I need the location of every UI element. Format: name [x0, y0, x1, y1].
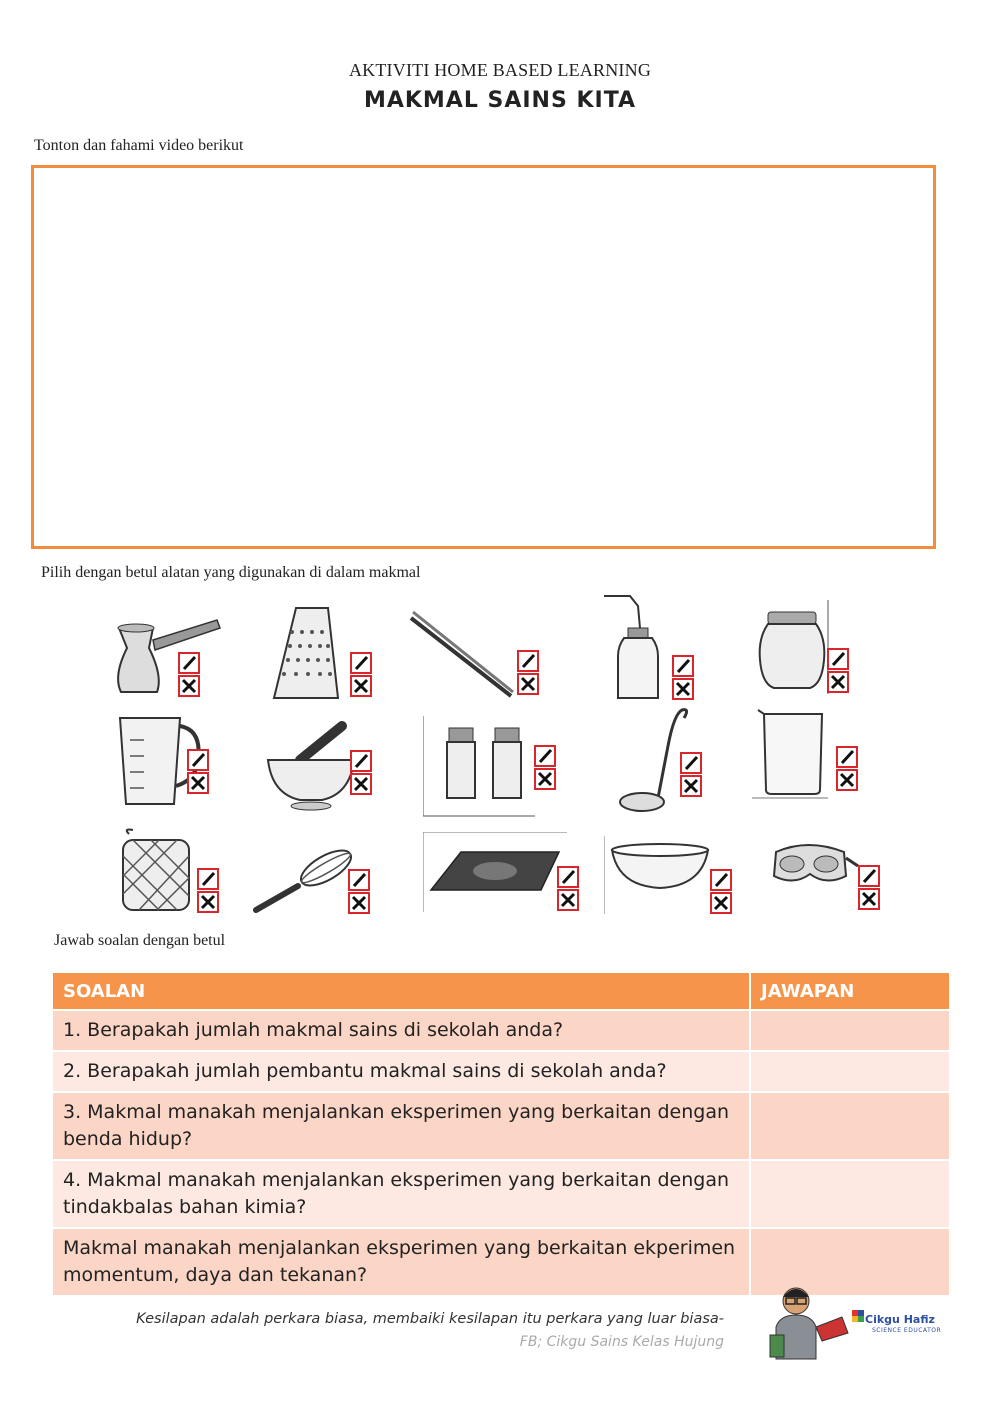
answer-cell[interactable]: [750, 1051, 949, 1092]
answer-column-header: JAWAPAN: [750, 973, 949, 1010]
tick-choice-1[interactable]: [178, 652, 200, 674]
table-row: [53, 1051, 949, 1092]
question-column-header: SOALAN: [53, 973, 750, 1010]
cross-choice-9[interactable]: [680, 775, 702, 797]
cross-choice-11[interactable]: [197, 891, 219, 913]
brand-logo-icon: [852, 1308, 866, 1336]
cross-choice-15[interactable]: [858, 888, 880, 910]
cross-choice-6[interactable]: [187, 772, 209, 794]
tick-choice-13[interactable]: [557, 866, 579, 888]
cheese-grater-icon: [268, 598, 418, 706]
cross-choice-2[interactable]: [350, 675, 372, 697]
safety-goggles-icon: [768, 832, 918, 902]
answer-cell[interactable]: [750, 1160, 949, 1228]
whisk-icon: [250, 842, 400, 922]
tick-choice-15[interactable]: [858, 865, 880, 887]
answer-cell[interactable]: [750, 1010, 949, 1051]
brand-name: Cikgu Hafiz: [865, 1313, 935, 1326]
item-oven-mitt: [115, 828, 265, 936]
question-cell: 3. Makmal manakah menjalankan eksperimen yang berkaitan dengan benda hidup?: [53, 1092, 750, 1160]
item-wire-gauze: [423, 832, 573, 940]
brand-subtitle: SCIENCE EDUCATOR: [872, 1327, 942, 1334]
table-row: [53, 1010, 949, 1051]
tick-choice-5[interactable]: [827, 648, 849, 670]
qa-table: [53, 973, 949, 1295]
cross-choice-5[interactable]: [827, 671, 849, 693]
teacher-avatar-icon: [766, 1283, 852, 1361]
worksheet-subtitle: AKTIVITI HOME BASED LEARNING: [348, 60, 652, 80]
cross-choice-13[interactable]: [557, 889, 579, 911]
wire-gauze-icon: [423, 832, 573, 916]
item-cheese-grater: [268, 598, 418, 706]
tick-choice-4[interactable]: [672, 655, 694, 677]
footer-credit: FB; Cikgu Sains Kelas Hujung: [519, 1334, 724, 1350]
tick-choice-3[interactable]: [517, 650, 539, 672]
footer-quote: Kesilapan adalah perkara biasa, membaiki kesilapan itu perkara yang luar biasa-: [136, 1311, 724, 1327]
tick-choice-11[interactable]: [197, 868, 219, 890]
wash-bottle-icon: [594, 586, 744, 706]
cross-choice-12[interactable]: [348, 892, 370, 914]
question-cell: 4. Makmal manakah menjalankan eksperimen yang berkaitan dengan tindakbalas bahan kimia?: [53, 1160, 750, 1228]
beaker-icon: [752, 706, 902, 806]
tick-choice-14[interactable]: [710, 869, 732, 891]
mortar-pestle-icon: [262, 720, 412, 820]
tick-choice-10[interactable]: [836, 746, 858, 768]
glass-jar-icon: [750, 598, 900, 706]
tick-choice-6[interactable]: [187, 749, 209, 771]
item-glass-jar: [750, 598, 900, 706]
tick-choice-12[interactable]: [348, 869, 370, 891]
measuring-jug-icon: [110, 710, 260, 818]
item-whisk: [250, 842, 400, 950]
cross-choice-4[interactable]: [672, 678, 694, 700]
cross-choice-10[interactable]: [836, 769, 858, 791]
item-mortar-pestle: [262, 720, 412, 828]
question-cell: 1. Berapakah jumlah makmal sains di sekolah anda?: [53, 1010, 750, 1051]
tick-choice-7[interactable]: [350, 750, 372, 772]
video-instruction: Tonton dan fahami video berikut: [34, 137, 244, 154]
worksheet-title: MAKMAL SAINS KITA: [363, 88, 637, 113]
item-wash-bottle: [594, 586, 744, 694]
table-row: [53, 1160, 949, 1228]
cross-choice-14[interactable]: [710, 892, 732, 914]
cross-choice-1[interactable]: [178, 675, 200, 697]
item-measuring-jug: [110, 710, 260, 818]
cross-choice-3[interactable]: [517, 673, 539, 695]
item-beaker: [752, 706, 902, 814]
table-row: [53, 1092, 949, 1160]
tick-choice-9[interactable]: [680, 752, 702, 774]
question-cell: Makmal manakah menjalankan eksperimen yang berkaitan ekperimen momentum, daya dan tekanan?: [53, 1228, 750, 1295]
tick-choice-2[interactable]: [350, 652, 372, 674]
selection-instruction: Pilih dengan betul alatan yang digunakan di dalam makmal: [41, 564, 421, 581]
cross-choice-7[interactable]: [350, 773, 372, 795]
oven-mitt-icon: [115, 828, 265, 920]
video-frame[interactable]: [31, 165, 936, 549]
tick-choice-8[interactable]: [534, 745, 556, 767]
qa-header-row: [53, 973, 949, 1010]
qa-instruction: Jawab soalan dengan betul: [54, 932, 226, 949]
question-cell: 2. Berapakah jumlah pembantu makmal sains di sekolah anda?: [53, 1051, 750, 1092]
cross-choice-8[interactable]: [534, 768, 556, 790]
answer-cell[interactable]: [750, 1092, 949, 1160]
item-safety-goggles: [768, 832, 918, 940]
